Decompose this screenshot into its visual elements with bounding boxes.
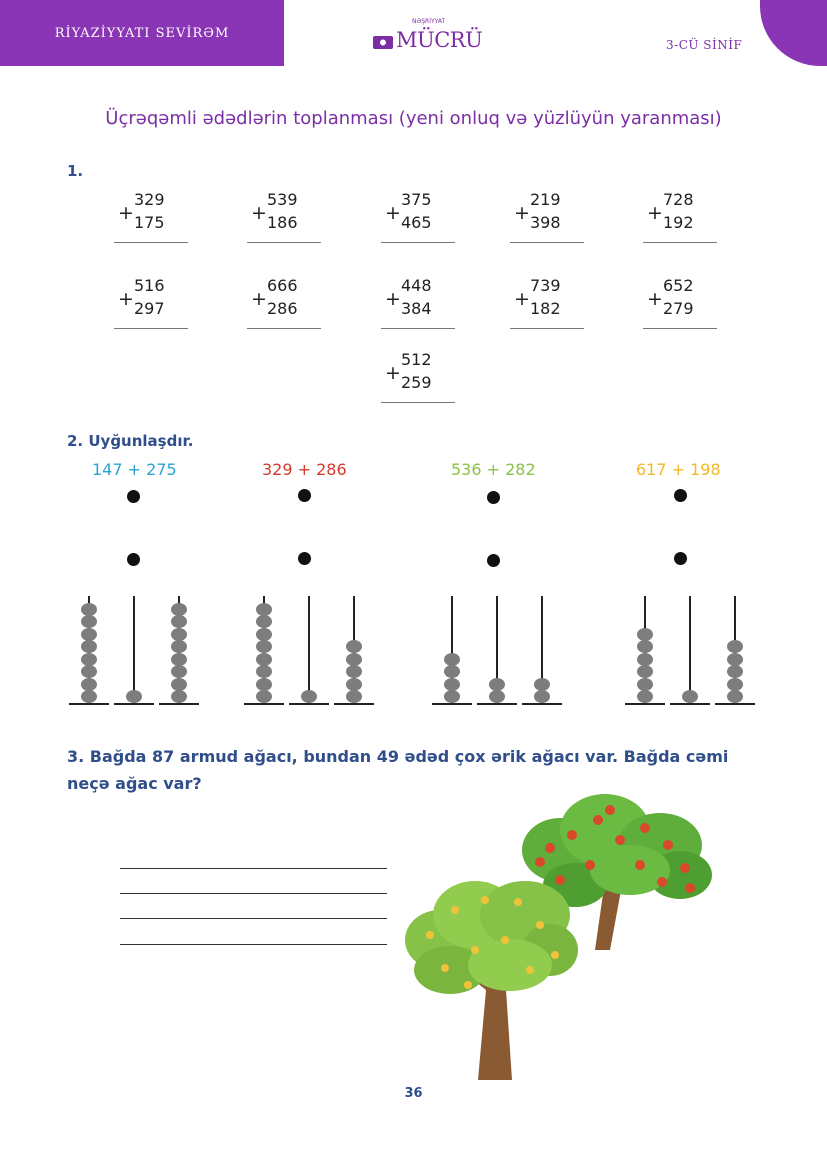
abacus-bead — [171, 628, 187, 641]
addition-problem — [381, 278, 455, 334]
plus-sign: + — [118, 288, 134, 310]
sum-line[interactable] — [381, 328, 455, 329]
sum-line[interactable] — [247, 242, 321, 243]
addend-top: 739 — [530, 276, 561, 295]
abacus-bead — [346, 653, 362, 666]
plus-sign: + — [514, 202, 530, 224]
abacus-base — [477, 703, 517, 705]
page-title: Üçrəqəmli ədədlərin toplanması (yeni onluq və yüzlüyün yaranması) — [105, 108, 722, 129]
abacus-bead — [256, 678, 272, 691]
abacus-bead — [727, 690, 743, 703]
abacus-rod — [133, 596, 135, 704]
addition-problem — [381, 352, 455, 408]
abacus-base — [522, 703, 562, 705]
expression-label: 617 + 198 — [636, 460, 721, 479]
addend-bottom: 297 — [134, 299, 165, 318]
expression-label: 329 + 286 — [262, 460, 347, 479]
abacus-base — [715, 703, 755, 705]
abacus-bead — [727, 640, 743, 653]
abacus-base — [69, 703, 109, 705]
sum-line[interactable] — [381, 242, 455, 243]
abacus-bead — [81, 628, 97, 641]
abacus-bead — [346, 690, 362, 703]
abacus-bead — [489, 678, 505, 691]
addend-bottom: 182 — [530, 299, 561, 318]
header-series-label: RİYAZİYYATI SEVİRƏM — [0, 0, 284, 66]
addend-bottom: 192 — [663, 213, 694, 232]
task2-label: 2. Uyğunlaşdır. — [67, 432, 194, 450]
abacus-bead — [346, 678, 362, 691]
trees-illustration — [400, 790, 720, 1085]
sum-line[interactable] — [510, 328, 584, 329]
abacus-base — [114, 703, 154, 705]
logo-text: MÜCRÜ — [396, 28, 483, 52]
book-icon — [372, 34, 394, 50]
abacus-bead — [346, 640, 362, 653]
abacus-bead — [171, 653, 187, 666]
expression-label: 147 + 275 — [92, 460, 177, 479]
task1-label: 1. — [67, 162, 84, 180]
abacus-bead — [727, 653, 743, 666]
addend-top: 652 — [663, 276, 694, 295]
match-dot[interactable] — [487, 491, 500, 504]
abacus-rod — [308, 596, 310, 704]
plus-sign: + — [385, 362, 401, 384]
match-dot[interactable] — [674, 552, 687, 565]
corner-decoration — [760, 0, 827, 66]
addend-bottom: 286 — [267, 299, 298, 318]
abacus-bead — [81, 615, 97, 628]
answer-line[interactable] — [120, 918, 387, 919]
addend-top: 516 — [134, 276, 165, 295]
addition-problem — [247, 278, 321, 334]
abacus-bead — [81, 653, 97, 666]
plus-sign: + — [118, 202, 134, 224]
addition-problem — [643, 192, 717, 248]
plus-sign: + — [647, 288, 663, 310]
answer-line[interactable] — [120, 944, 387, 945]
abacus-bead — [727, 678, 743, 691]
match-dot[interactable] — [298, 489, 311, 502]
abacus-bead — [126, 690, 142, 703]
addend-top: 219 — [530, 190, 561, 209]
match-dot[interactable] — [127, 490, 140, 503]
abacus-bead — [171, 603, 187, 616]
addend-top: 666 — [267, 276, 298, 295]
addend-top: 329 — [134, 190, 165, 209]
plus-sign: + — [385, 202, 401, 224]
page-number: 36 — [404, 1086, 423, 1101]
abacus-bead — [256, 615, 272, 628]
abacus-bead — [171, 615, 187, 628]
abacus-base — [670, 703, 710, 705]
addend-top: 375 — [401, 190, 432, 209]
logo-small-text: NƏŞRİYYAT — [412, 18, 446, 25]
addend-bottom: 175 — [134, 213, 165, 232]
pear-tree-icon — [405, 881, 578, 1080]
match-dot[interactable] — [674, 489, 687, 502]
task3-text: 3. Bağda 87 armud ağacı, bundan 49 ədəd çox ərik ağacı var. Bağda cəmi neçə ağac var? — [67, 747, 729, 793]
abacus-bead — [256, 665, 272, 678]
addend-top: 512 — [401, 350, 432, 369]
sum-line[interactable] — [114, 328, 188, 329]
abacus-bead — [346, 665, 362, 678]
expression-label: 536 + 282 — [451, 460, 536, 479]
addend-top: 539 — [267, 190, 298, 209]
match-dot[interactable] — [298, 552, 311, 565]
addend-bottom: 186 — [267, 213, 298, 232]
sum-line[interactable] — [381, 402, 455, 403]
abacus-bead — [637, 665, 653, 678]
sum-line[interactable] — [114, 242, 188, 243]
abacus-base — [625, 703, 665, 705]
abacus-base — [244, 703, 284, 705]
answer-line[interactable] — [120, 868, 387, 869]
abacus — [626, 592, 756, 716]
addition-problem — [381, 192, 455, 248]
abacus-bead — [682, 690, 698, 703]
addition-problem — [643, 278, 717, 334]
abacus-bead — [534, 690, 550, 703]
addition-problem — [114, 278, 188, 334]
addend-top: 448 — [401, 276, 432, 295]
abacus-base — [289, 703, 329, 705]
addition-problem — [510, 278, 584, 334]
abacus-bead — [256, 653, 272, 666]
match-dot[interactable] — [487, 554, 500, 567]
plus-sign: + — [385, 288, 401, 310]
answer-line[interactable] — [120, 893, 387, 894]
addition-problem — [114, 192, 188, 248]
abacus-bead — [727, 665, 743, 678]
sum-line[interactable] — [510, 242, 584, 243]
addition-problem — [247, 192, 321, 248]
abacus-bead — [301, 690, 317, 703]
addend-bottom: 384 — [401, 299, 432, 318]
abacus-bead — [637, 653, 653, 666]
plus-sign: + — [251, 202, 267, 224]
match-dot[interactable] — [127, 553, 140, 566]
abacus-bead — [444, 690, 460, 703]
header-grade-label: 3-CÜ SİNİF — [666, 38, 743, 52]
sum-line[interactable] — [643, 242, 717, 243]
abacus-base — [159, 703, 199, 705]
abacus — [70, 592, 200, 716]
abacus-bead — [81, 603, 97, 616]
abacus-bead — [637, 690, 653, 703]
abacus-bead — [637, 640, 653, 653]
abacus-bead — [444, 653, 460, 666]
addend-bottom: 279 — [663, 299, 694, 318]
abacus-bead — [81, 640, 97, 653]
abacus-rod — [689, 596, 691, 704]
plus-sign: + — [514, 288, 530, 310]
addend-bottom: 259 — [401, 373, 432, 392]
abacus-bead — [81, 690, 97, 703]
abacus-bead — [171, 665, 187, 678]
abacus — [245, 592, 375, 716]
abacus-bead — [256, 640, 272, 653]
abacus-bead — [444, 665, 460, 678]
plus-sign: + — [251, 288, 267, 310]
publisher-logo — [372, 18, 483, 58]
abacus-bead — [637, 628, 653, 641]
abacus-bead — [171, 640, 187, 653]
abacus-bead — [81, 665, 97, 678]
abacus-base — [432, 703, 472, 705]
abacus-bead — [489, 690, 505, 703]
abacus — [433, 592, 563, 716]
sum-line[interactable] — [247, 328, 321, 329]
abacus-bead — [81, 678, 97, 691]
plus-sign: + — [647, 202, 663, 224]
addend-bottom: 465 — [401, 213, 432, 232]
abacus-bead — [444, 678, 460, 691]
sum-line[interactable] — [643, 328, 717, 329]
abacus-bead — [171, 690, 187, 703]
abacus-bead — [534, 678, 550, 691]
addend-top: 728 — [663, 190, 694, 209]
abacus-bead — [256, 603, 272, 616]
abacus-bead — [256, 690, 272, 703]
abacus-bead — [256, 628, 272, 641]
addend-bottom: 398 — [530, 213, 561, 232]
abacus-bead — [637, 678, 653, 691]
abacus-base — [334, 703, 374, 705]
addition-problem — [510, 192, 584, 248]
abacus-bead — [171, 678, 187, 691]
